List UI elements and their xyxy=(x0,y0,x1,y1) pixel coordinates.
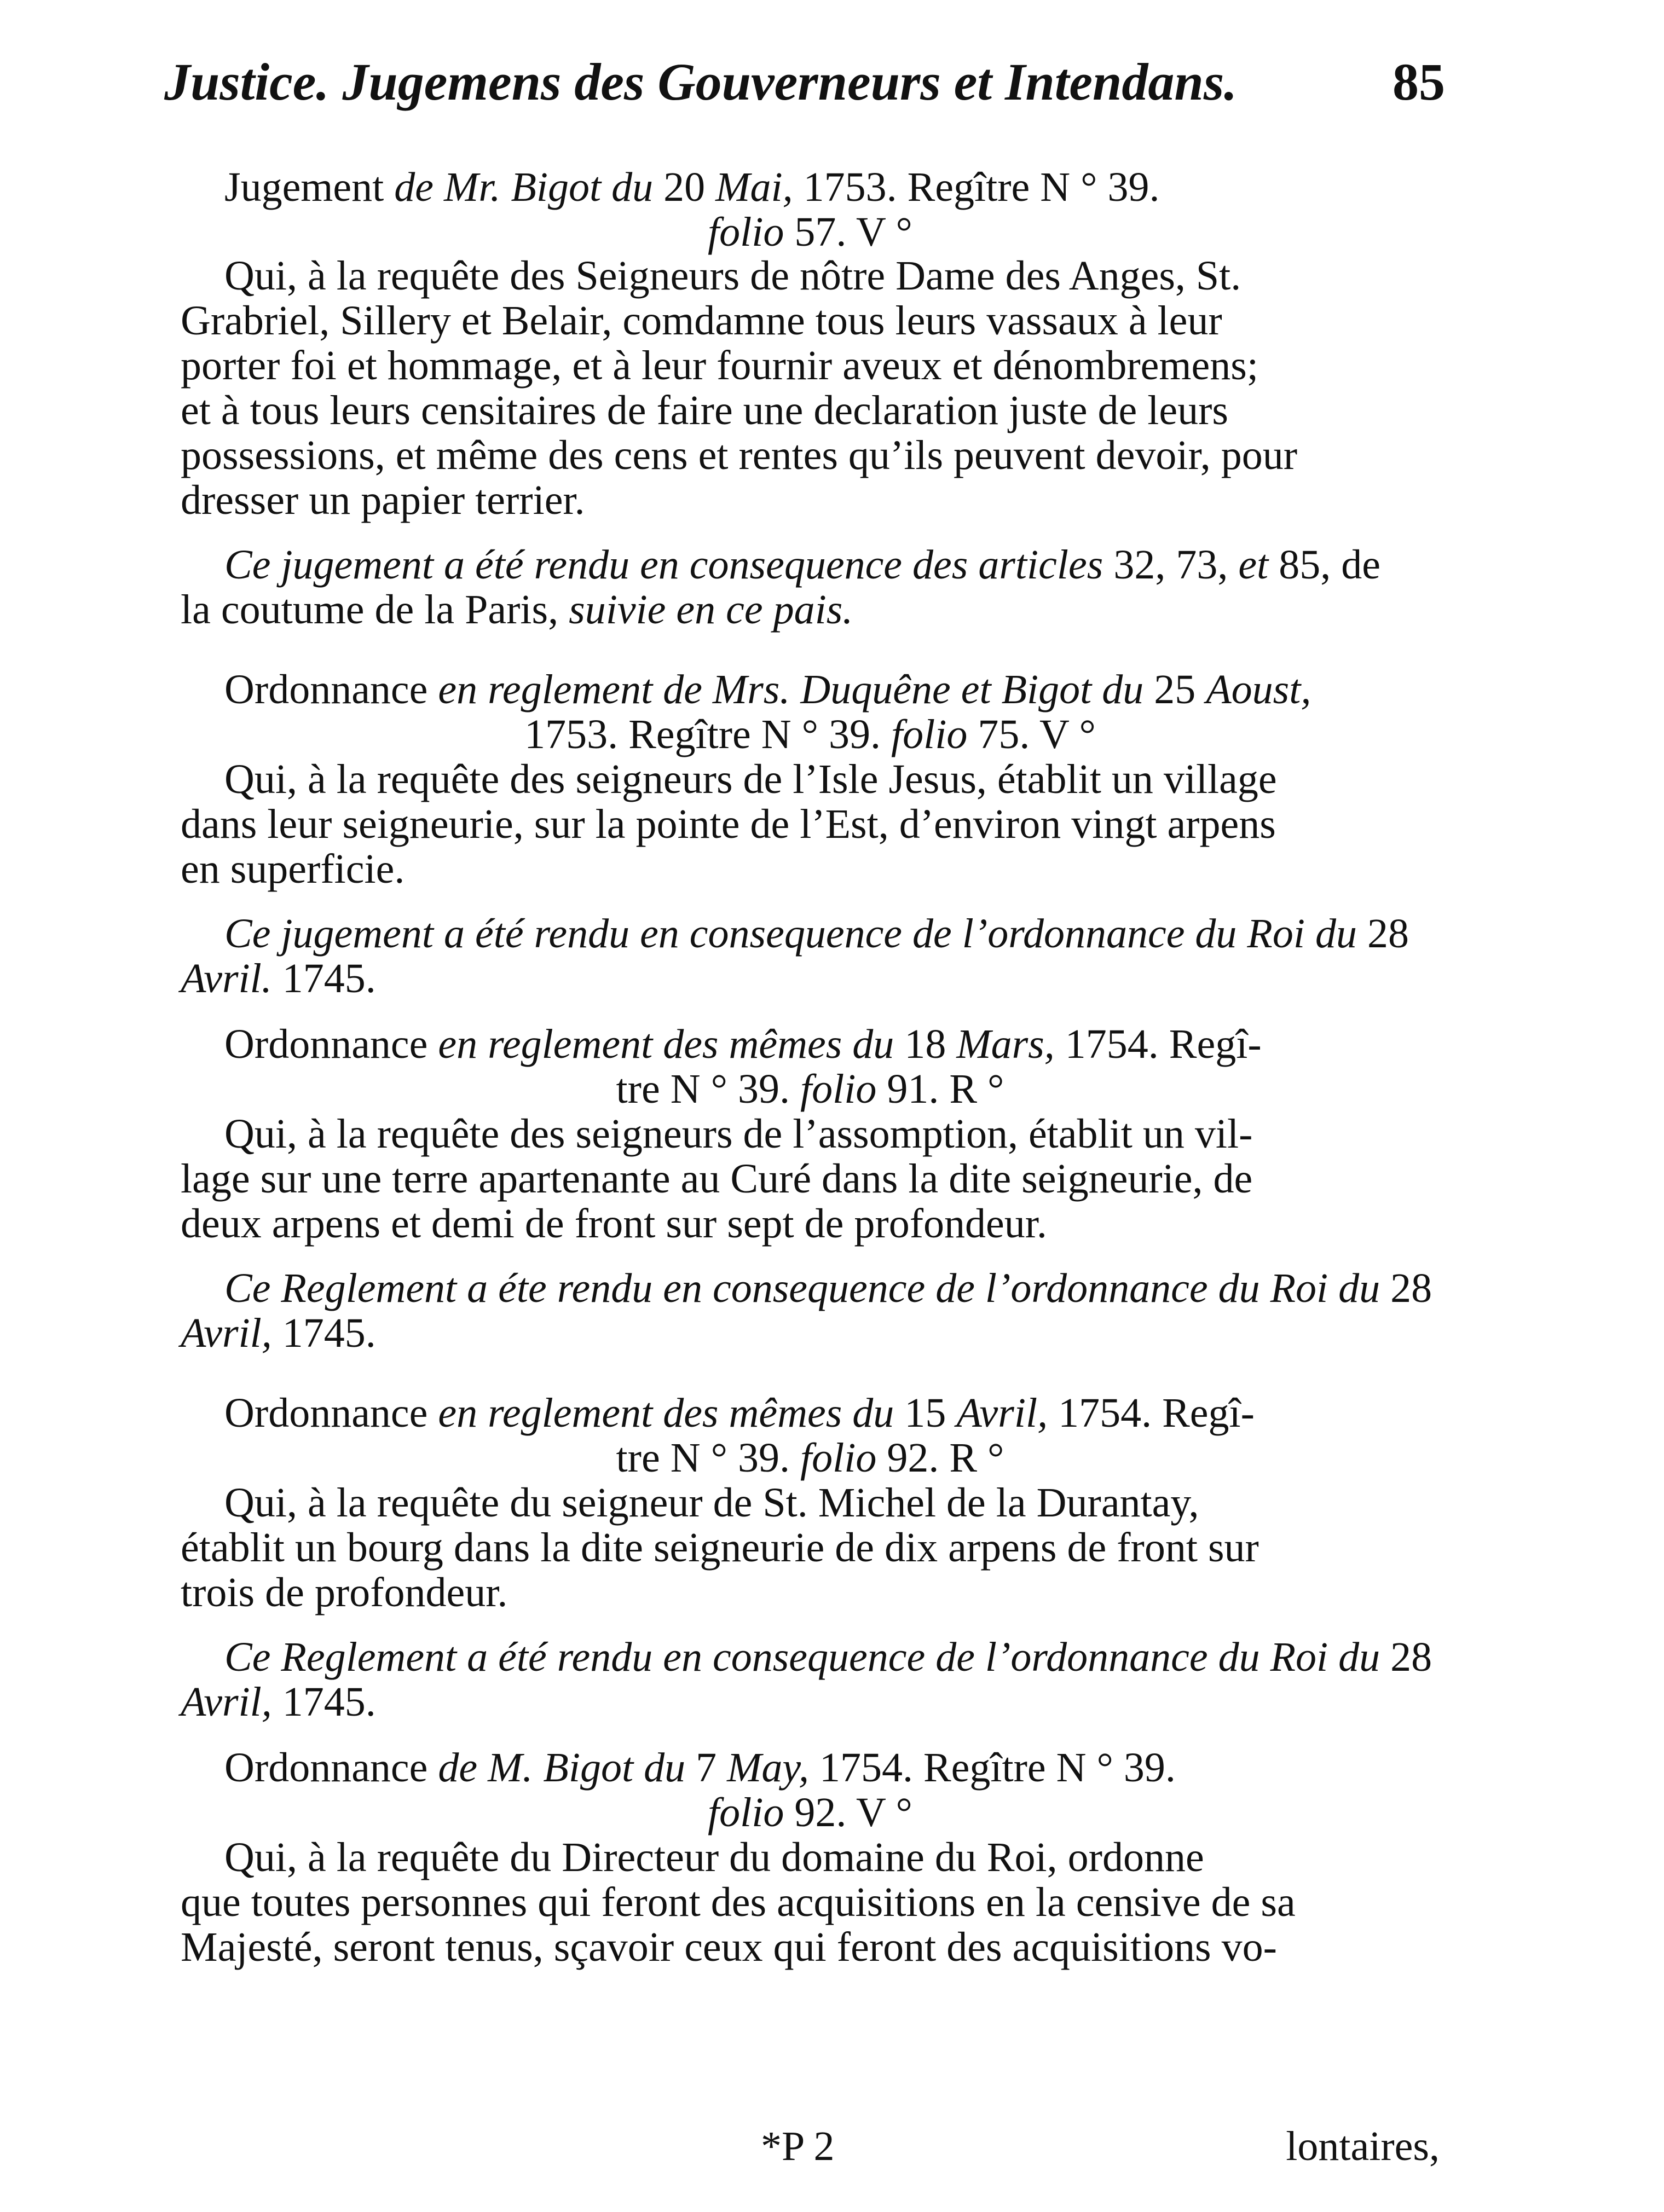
text-run: 28 xyxy=(1367,911,1409,957)
text-run: de Mr. Bigot du xyxy=(394,164,664,210)
entry-body-line: trois de profondeur. xyxy=(181,1570,508,1615)
entry-body-line: dans leur seigneurie, sur la pointe de l’Est, d’environ vingt arpens xyxy=(181,801,1276,847)
entry-heading-line xyxy=(181,1066,1440,1112)
text-run: 1753. Regître N ° 39. xyxy=(524,711,892,757)
text-run: Avril. xyxy=(181,956,282,1001)
entry-body-line: deux arpens et demi de front sur sept de profondeur. xyxy=(181,1201,1047,1247)
entry-body-line: en superficie. xyxy=(181,846,405,892)
text-run: 1754. Regî- xyxy=(1058,1390,1255,1436)
text-run: Ordonnance xyxy=(224,1745,438,1791)
text-run: 1745. xyxy=(282,956,376,1001)
text-run: 85, de xyxy=(1279,542,1380,588)
entry-note-line xyxy=(181,587,1440,633)
text-run: 92. V ° xyxy=(794,1790,912,1835)
text-run: 92. R ° xyxy=(887,1435,1004,1481)
entry-note-line xyxy=(181,542,1440,588)
text-run: en reglement des mêmes du xyxy=(438,1390,905,1436)
entry-body-line: porter foi et hommage, et à leur fournir aveux et dénombremens; xyxy=(181,343,1258,389)
text-run: Mai, xyxy=(715,164,804,210)
text-run: Avril, xyxy=(956,1390,1059,1436)
entry-heading-line xyxy=(181,667,1440,713)
text-run: Ce Reglement a été rendu en consequence de l’ordonnance du Roi du xyxy=(224,1634,1391,1680)
entry-note-line xyxy=(181,1679,1440,1725)
entry-body-line: établit un bourg dans la dite seigneurie de dix arpens de front sur xyxy=(181,1525,1259,1571)
running-head xyxy=(164,52,1445,112)
entry-body-line: et à tous leurs censitaires de faire une declaration juste de leurs xyxy=(181,387,1228,433)
text-run: 1745. xyxy=(282,1310,376,1356)
text-run: 7 xyxy=(696,1745,727,1791)
text-run: de M. Bigot du xyxy=(438,1745,696,1791)
text-run: 1754. Regître N ° 39. xyxy=(819,1745,1176,1791)
text-run: folio xyxy=(708,1790,795,1835)
text-run: Ce jugement a été rendu en consequence de l’ordonnance du Roi du xyxy=(224,911,1367,957)
text-run: folio xyxy=(800,1066,887,1112)
entry-body-line: Majesté, seront tenus, sçavoir ceux qui feront des acquisitions vo- xyxy=(181,1924,1277,1970)
entry-heading-line xyxy=(181,1435,1440,1481)
text-run: tre N ° 39. xyxy=(616,1066,800,1112)
text-run: et xyxy=(1238,542,1279,588)
text-run: en reglement des mêmes du xyxy=(438,1021,905,1067)
text-run: May, xyxy=(727,1745,819,1791)
entry-note-line xyxy=(181,1265,1440,1311)
text-run: 1754. Regî- xyxy=(1065,1021,1262,1067)
entry-heading-line xyxy=(181,209,1440,255)
text-run: 57. V ° xyxy=(794,209,912,255)
text-run: 28 xyxy=(1390,1265,1432,1311)
entry-heading-line xyxy=(181,1790,1440,1835)
entry-body-line: Qui, à la requête des seigneurs de l’assomption, établit un vil- xyxy=(224,1111,1253,1157)
text-run: 91. R ° xyxy=(887,1066,1004,1112)
text-run: folio xyxy=(800,1435,887,1481)
entry-heading-line xyxy=(181,1390,1440,1436)
running-title: Justice. Jugemens des Gouverneurs et Intendans. xyxy=(164,53,1238,111)
text-run: 1745. xyxy=(282,1679,376,1725)
text-run: Ordonnance xyxy=(224,667,438,713)
text-run: la coutume de la Paris, xyxy=(181,587,569,633)
entry-body-line: possessions, et même des cens et rentes qu’ils peuvent devoir, pour xyxy=(181,432,1298,478)
entry-body-line: dresser un papier terrier. xyxy=(181,477,585,523)
text-run: folio xyxy=(708,209,795,255)
text-run: Ce Reglement a éte rendu en consequence de l’ordonnance du Roi du xyxy=(224,1265,1391,1311)
text-run: tre N ° 39. xyxy=(616,1435,800,1481)
entry-note-line xyxy=(181,956,1440,1001)
text-run: 15 xyxy=(904,1390,957,1436)
entry-note-line xyxy=(181,1634,1440,1680)
entry-body-line: Qui, à la requête du Directeur du domaine du Roi, ordonne xyxy=(224,1834,1204,1880)
text-run: Mars, xyxy=(956,1021,1065,1067)
entry-body-line: que toutes personnes qui feront des acquisitions en la censive de sa xyxy=(181,1879,1296,1925)
text-run: 28 xyxy=(1390,1634,1432,1680)
catchword: lontaires, xyxy=(1286,2123,1440,2169)
page-number: 85 xyxy=(1393,53,1445,111)
text-run: Ordonnance xyxy=(224,1021,438,1067)
entry-body-line: Qui, à la requête des Seigneurs de nôtre Dame des Anges, St. xyxy=(224,253,1241,299)
entry-heading-line xyxy=(181,1021,1440,1067)
text-run: Avril, xyxy=(181,1310,282,1356)
entry-note-line xyxy=(181,1310,1440,1356)
text-run: 18 xyxy=(904,1021,957,1067)
entry-heading-line xyxy=(181,164,1440,210)
entry-body-line: Qui, à la requête des seigneurs de l’Isle Jesus, établit un village xyxy=(224,756,1277,802)
text-run: en reglement de Mrs. Duquêne et Bigot du xyxy=(438,667,1154,713)
text-run: Aoust, xyxy=(1206,667,1311,713)
entry-body-line: Grabriel, Sillery et Belair, comdamne tous leurs vassaux à leur xyxy=(181,298,1222,344)
entry-note-line xyxy=(181,911,1440,957)
text-run: Jugement xyxy=(224,164,395,210)
signature-mark: *P 2 xyxy=(761,2123,835,2169)
text-run: suivie en ce pais. xyxy=(569,587,853,633)
text-run: Ce jugement a été rendu en consequence des articles xyxy=(224,542,1114,588)
entry-body-line: lage sur une terre apartenante au Curé dans la dite seigneurie, de xyxy=(181,1156,1253,1202)
text-run: folio xyxy=(891,711,978,757)
entry-heading-line xyxy=(181,1745,1440,1791)
text-run: 32, 73, xyxy=(1113,542,1239,588)
text-run: Ordonnance xyxy=(224,1390,438,1436)
entry-body-line: Qui, à la requête du seigneur de St. Michel de la Durantay, xyxy=(224,1480,1199,1526)
text-run: 75. V ° xyxy=(978,711,1096,757)
text-run: Avril, xyxy=(181,1679,282,1725)
entry-heading-line xyxy=(181,711,1440,757)
text-run: 1753. Regître N ° 39. xyxy=(803,164,1160,210)
text-run: 20 xyxy=(663,164,716,210)
text-run: 25 xyxy=(1154,667,1206,713)
